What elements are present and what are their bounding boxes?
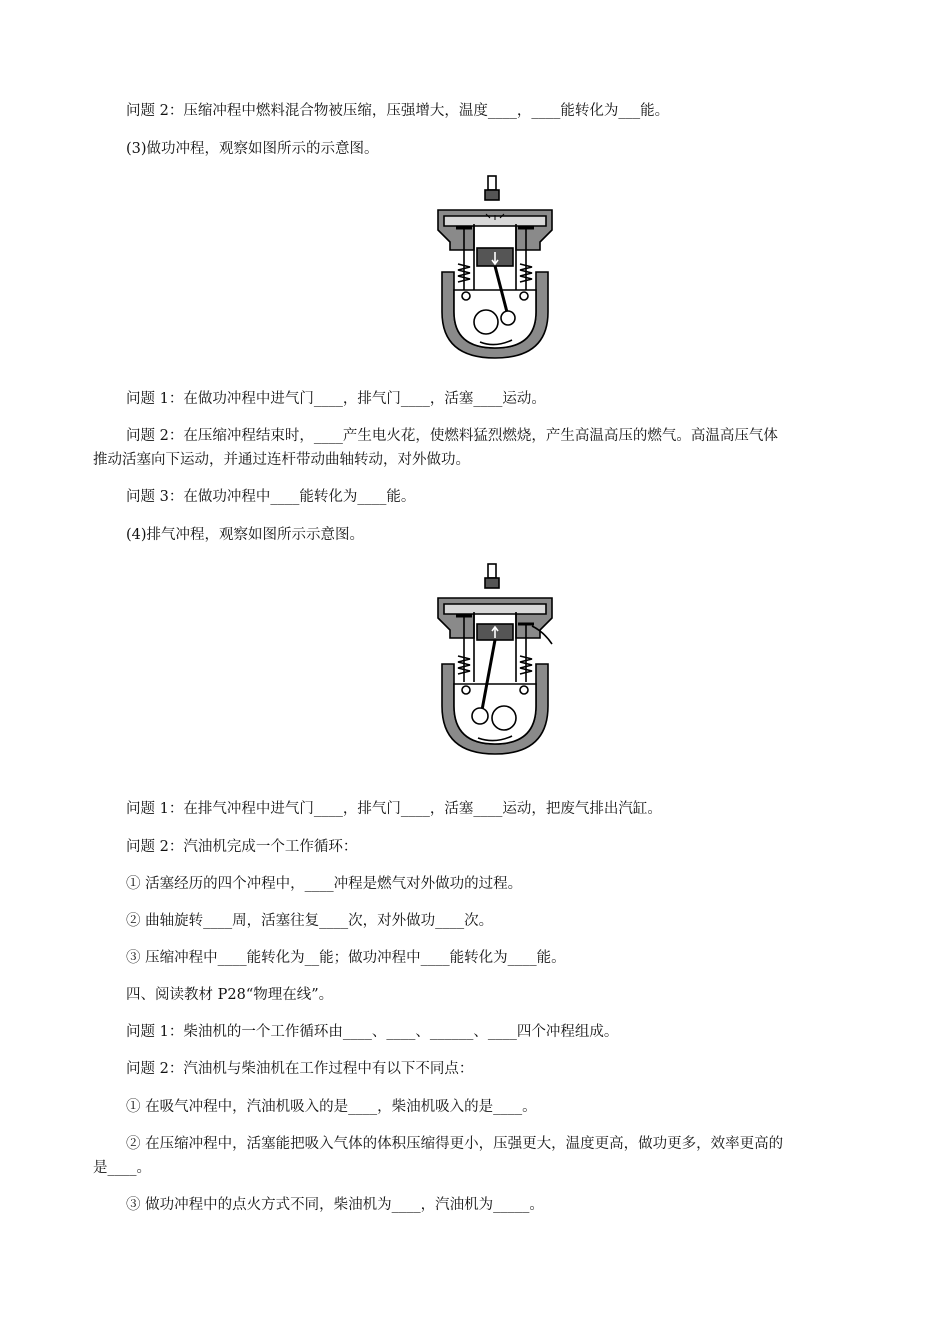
- power-stroke-diagram: [420, 172, 570, 362]
- section-exhaust-stroke: (4)排气冲程，观察如图所示示意图。: [126, 527, 365, 543]
- question-power-3: 问题 3：在做功冲程中____能转化为____能。: [126, 489, 416, 505]
- question-exhaust-1: 问题 1：在排气冲程中进气门____，排气门____，活塞____运动，把废气排出汽缸。: [126, 801, 662, 817]
- cycle-item-1: ① 活塞经历的四个冲程中，____冲程是燃气对外做功的过程。: [126, 876, 523, 892]
- difference-item-1: ① 在吸气冲程中，汽油机吸入的是____，柴油机吸入的是____。: [126, 1099, 537, 1115]
- question-power-2-line1: 问题 2：在压缩冲程结束时，____产生电火花，使燃料猛烈燃烧，产生高温高压的燃气。高温高压气体: [126, 428, 778, 444]
- difference-item-3: ③ 做功冲程中的点火方式不同，柴油机为____，汽油机为_____。: [126, 1197, 544, 1213]
- difference-item-2-line1: ② 在压缩冲程中，活塞能把吸入气体的体积压缩得更小，压强更大，温度更高，做功更多，效率更高的: [126, 1136, 784, 1152]
- question-power-1: 问题 1：在做功冲程中进气门____，排气门____，活塞____运动。: [126, 391, 546, 407]
- cycle-item-2: ② 曲轴旋转____周，活塞往复____次，对外做功____次。: [126, 913, 494, 929]
- question-diesel-1: 问题 1：柴油机的一个工作循环由____、____、______、____四个冲程组成。: [126, 1024, 619, 1040]
- question-power-2-line2: 推动活塞向下运动，并通过连杆带动曲轴转动，对外做功。: [93, 452, 470, 468]
- difference-item-2-line2: 是____。: [93, 1160, 151, 1176]
- question-compression-2: 问题 2：压缩冲程中燃料混合物被压缩，压强增大，温度____，____能转化为___能。: [126, 103, 670, 119]
- question-cycle-2: 问题 2：汽油机完成一个工作循环：: [126, 839, 358, 855]
- question-diesel-2: 问题 2：汽油机与柴油机在工作过程中有以下不同点：: [126, 1061, 474, 1077]
- cycle-item-3: ③ 压缩冲程中____能转化为__能；做功冲程中____能转化为____能。: [126, 950, 566, 966]
- exhaust-stroke-diagram: [420, 560, 570, 760]
- section-power-stroke: (3)做功冲程，观察如图所示的示意图。: [126, 141, 379, 157]
- section-reading: 四、阅读教材 P28“物理在线”。: [126, 987, 334, 1003]
